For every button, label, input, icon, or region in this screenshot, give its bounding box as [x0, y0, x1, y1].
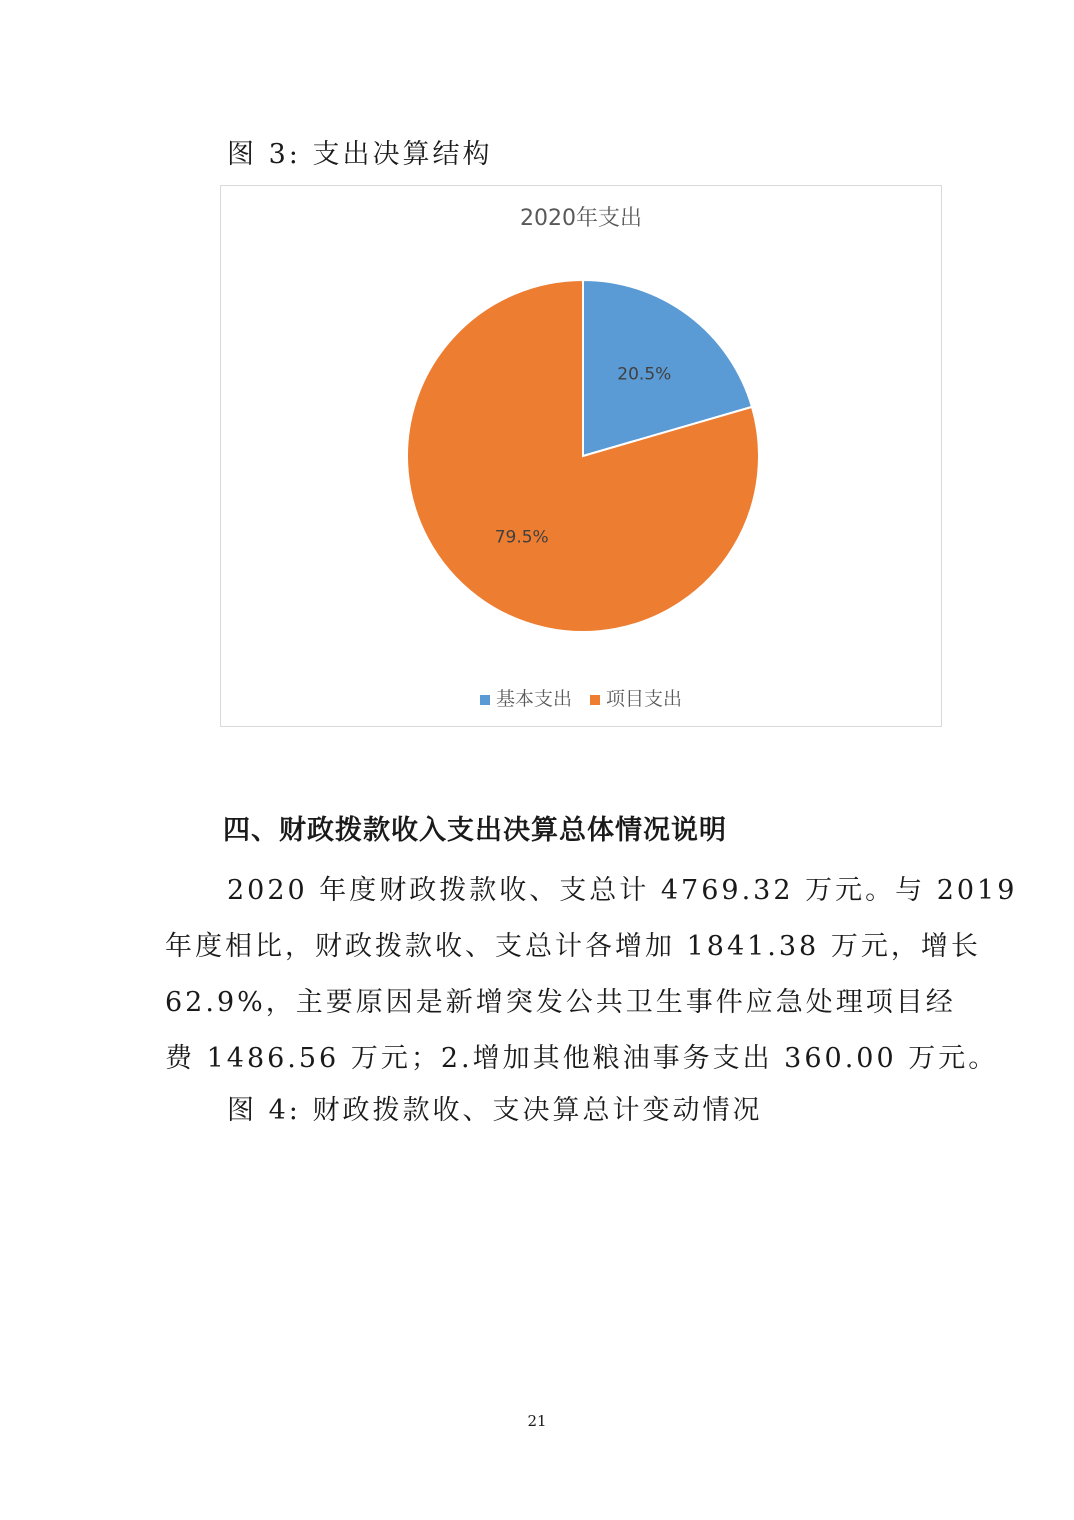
legend-label-basic: 基本支出 — [495, 688, 572, 710]
legend-item-basic — [480, 684, 572, 711]
legend-swatch-basic — [480, 695, 490, 705]
chart-title: 2020年支出 — [520, 206, 642, 231]
slice-label-basic: 20.5% — [617, 364, 672, 385]
section-heading: 四、财政拨款收入支出决算总体情况说明 — [223, 815, 727, 846]
slice-label-project: 79.5% — [494, 527, 549, 548]
paragraph-line-3: 62.9%，主要原因是新增突发公共卫生事件应急处理项目经 — [165, 987, 956, 1018]
legend-swatch-project — [590, 695, 600, 705]
pie-chart-frame — [220, 185, 942, 727]
page-number: 21 — [527, 1412, 547, 1430]
legend-item-project — [590, 684, 682, 711]
chart-legend — [221, 684, 941, 711]
paragraph-line-1: 2020 年度财政拨款收、支总计 4769.32 万元。与 2019 — [227, 875, 1018, 906]
legend-label-project: 项目支出 — [606, 688, 683, 710]
figure-3-caption: 图 3: 支出决算结构 — [227, 139, 493, 170]
figure-4-caption: 图 4: 财政拨款收、支决算总计变动情况 — [227, 1095, 763, 1126]
pie-chart — [221, 186, 943, 728]
paragraph-line-4: 费 1486.56 万元；2.增加其他粮油事务支出 360.00 万元。 — [165, 1043, 999, 1074]
paragraph-line-2: 年度相比，财政拨款收、支总计各增加 1841.38 万元，增长 — [165, 931, 981, 962]
